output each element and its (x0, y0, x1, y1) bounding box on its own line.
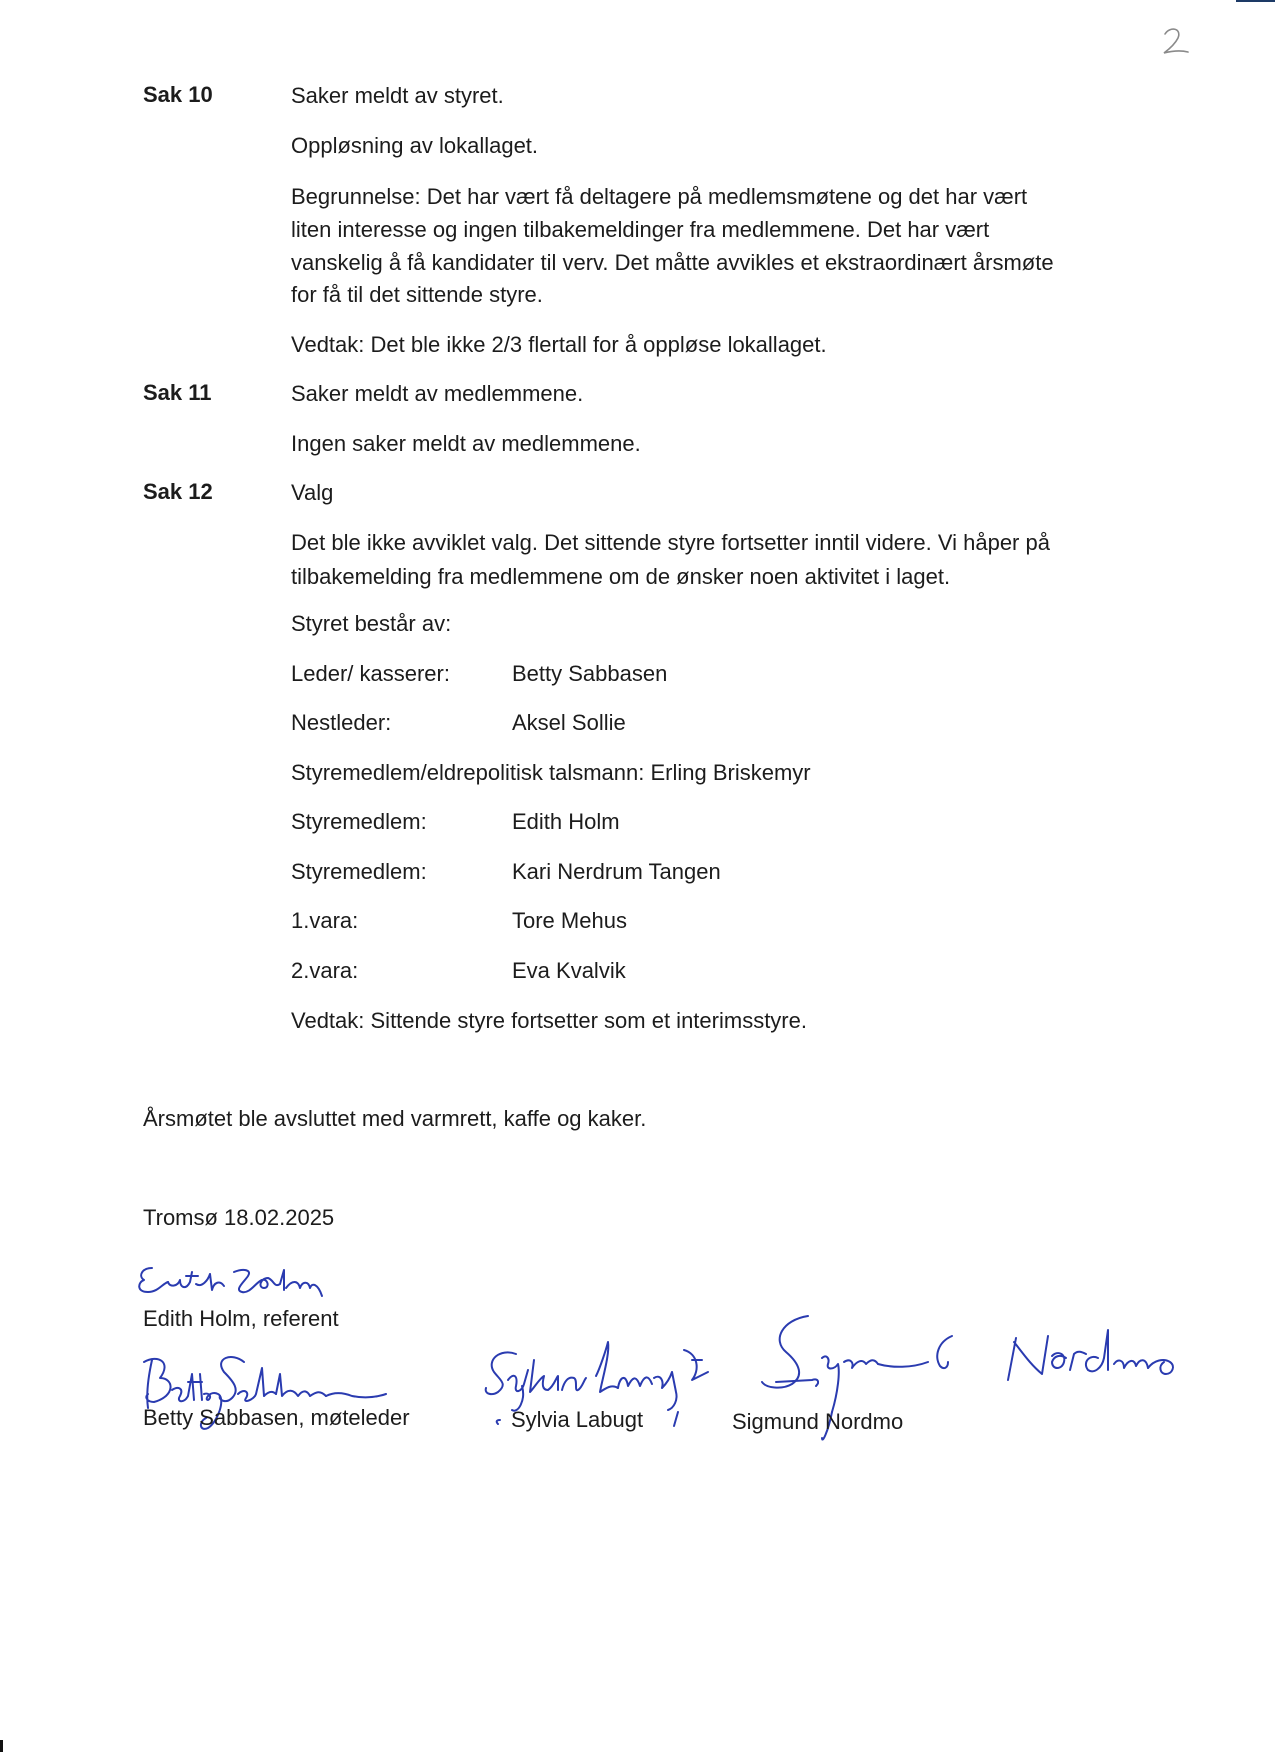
board-member-name: Betty Sabbasen (512, 661, 668, 686)
board-role: 1.vara: (291, 908, 359, 933)
signature-edith-holm (134, 1262, 359, 1304)
sak10-reason-line-4: for få til det sittende styre. (291, 282, 543, 307)
sak10-reason-line-1: Begrunnelse: Det har vært få deltagere på medlemsmøtene og det har vært (291, 184, 1028, 209)
board-member-name: Kari Nerdrum Tangen (512, 859, 721, 884)
sak12-text-line-2: tilbakemelding fra medlemmene om de ønsker noen aktivitet i laget. (291, 564, 951, 589)
scan-edge-mark (1236, 0, 1275, 2)
sak12-label: Sak 12 (143, 479, 213, 504)
board-role: Leder/ kasserer: (291, 661, 450, 686)
sak12-text-line-1: Det ble ikke avviklet valg. Det sittende styre fortsetter inntil videre. Vi håper på (291, 530, 1050, 555)
board-member-name: Tore Mehus (512, 908, 627, 933)
board-role: Styremedlem: (291, 859, 427, 884)
sak10-reason-line-3: vanskelig å få kandidater til verv. Det måtte avvikles et ekstraordinært årsmøte (291, 250, 1054, 275)
sak10-title: Saker meldt av styret. (291, 83, 504, 108)
board-role: Nestleder: (291, 710, 392, 735)
sak11-text: Ingen saker meldt av medlemmene. (291, 431, 641, 456)
sak11-label: Sak 11 (143, 380, 212, 405)
signature-caption-nordmo: Sigmund Nordmo (732, 1409, 904, 1434)
closing-text: Årsmøtet ble avsluttet med varmrett, kaffe og kaker. (143, 1106, 647, 1131)
board-role: Styremedlem/eldrepolitisk talsmann: Erling Briskemyr (291, 760, 811, 785)
svg-text:2: 2 (1160, 26, 1161, 27)
scan-fleck (0, 1740, 3, 1752)
sak12-decision: Vedtak: Sittende styre fortsetter som et interimsstyre. (291, 1008, 807, 1033)
board-role: Styremedlem: (291, 809, 427, 834)
page-number-handwritten (1160, 26, 1190, 56)
sak10-decision: Vedtak: Det ble ikke 2/3 flertall for å oppløse lokallaget. (291, 332, 827, 357)
board-member-name: Eva Kvalvik (512, 958, 626, 983)
sak12-title: Valg (291, 480, 334, 505)
board-member-name: Edith Holm (512, 809, 620, 834)
place-date: Tromsø 18.02.2025 (143, 1205, 335, 1230)
signature-caption-referent: Edith Holm, referent (143, 1306, 339, 1331)
sak10-label: Sak 10 (143, 82, 213, 107)
board-member-name: Aksel Sollie (512, 710, 626, 735)
sak10-reason-line-2: liten interesse og ingen tilbakemeldinger fra medlemmene. Det har vært (291, 217, 990, 242)
sak10-subtitle: Oppløsning av lokallaget. (291, 133, 539, 158)
signature-caption-moteleder: Betty Sabbasen, møteleder (143, 1405, 410, 1430)
board-role: 2.vara: (291, 958, 359, 983)
board-intro: Styret består av: (291, 611, 452, 636)
sak11-title: Saker meldt av medlemmene. (291, 381, 584, 406)
signature-caption-labugt: Sylvia Labugt (511, 1407, 644, 1432)
